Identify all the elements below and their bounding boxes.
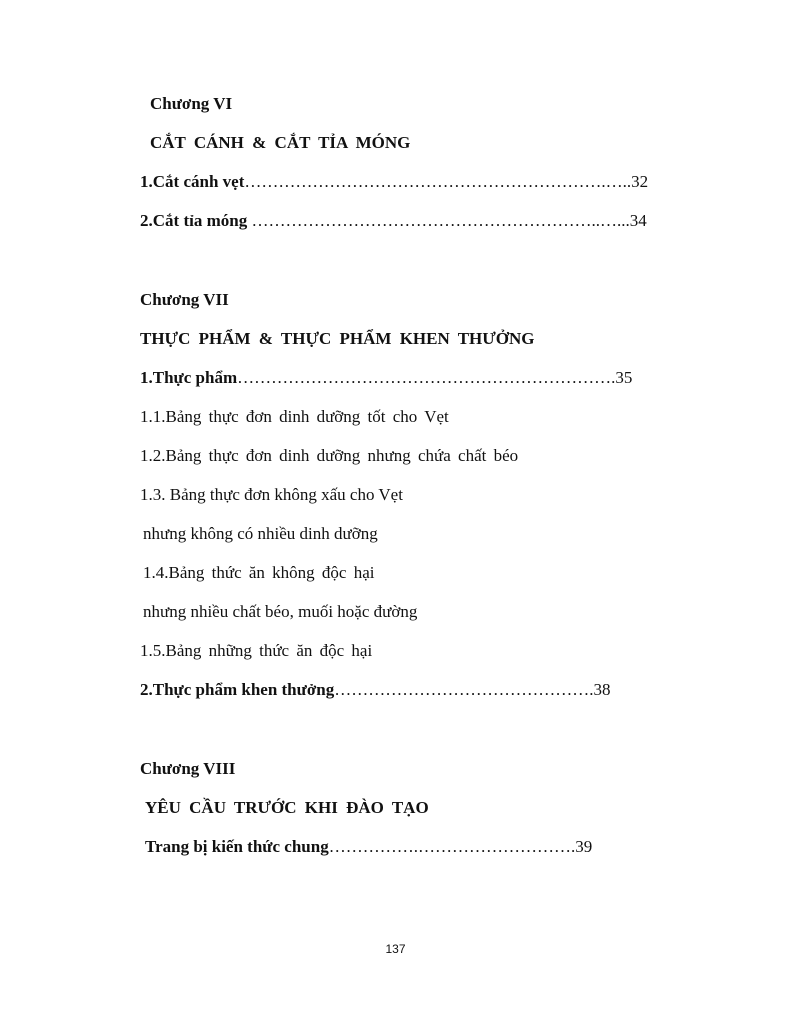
toc-entry-leader: …………….………………………. — [328, 837, 576, 856]
toc-entry-text: 2.Cắt tỉa móng — [140, 211, 252, 230]
toc-subentry: 1.4.Bảng thức ăn không độc hại — [143, 563, 375, 582]
toc-entry-page: 35 — [615, 368, 633, 387]
toc-entry-text: Trang bị kiến thức chung — [145, 837, 329, 856]
toc-entry-text: 2.Thực phẩm khen thưởng — [140, 680, 335, 699]
toc-entry-leader: ……………………………………………………….….. — [244, 172, 632, 191]
toc-entry-page: 39 — [575, 837, 593, 856]
toc-entry — [140, 368, 632, 388]
chapter-6-label: Chương VI — [150, 94, 233, 113]
toc-entry — [140, 680, 610, 700]
toc-subentry: 1.3. Bảng thực đơn không xấu cho Vẹt — [140, 485, 403, 504]
chapter-7-label: Chương VII — [140, 290, 229, 309]
toc-subentry: nhưng không có nhiều dinh dưỡng — [143, 524, 378, 543]
toc-entry-page: 34 — [629, 211, 647, 230]
page-number: 137 — [385, 942, 406, 956]
chapter-8-title: YÊU CẦU TRƯỚC KHI ĐÀO TẠO — [145, 798, 429, 817]
toc-entry — [145, 837, 592, 857]
toc-subentry: 1.5.Bảng những thức ăn độc hại — [140, 641, 373, 660]
toc-entry — [140, 211, 647, 231]
toc-entry — [140, 172, 648, 192]
toc-subentry: nhưng nhiều chất béo, muối hoặc đường — [143, 602, 418, 621]
toc-entry-leader: …………………………………………………………. — [237, 368, 616, 387]
toc-entry-page: 38 — [593, 680, 611, 699]
toc-subentry: 1.2.Bảng thực đơn dinh dưỡng nhưng chứa chất béo — [140, 446, 519, 465]
chapter-8-label: Chương VIII — [140, 759, 236, 778]
chapter-6-title: CẮT CÁNH & CẮT TỈA MÓNG — [150, 133, 411, 152]
toc-entry-leader: ……………………………………………………..…... — [251, 211, 630, 230]
toc-entry-text: 1.Cắt cánh vẹt — [140, 172, 245, 191]
toc-entry-text: 1.Thực phẩm — [140, 368, 238, 387]
chapter-7-title: THỰC PHẨM & THỰC PHẨM KHEN THƯỞNG — [140, 329, 535, 348]
toc-subentry: 1.1.Bảng thực đơn dinh dưỡng tốt cho Vẹt — [140, 407, 449, 426]
toc-entry-leader: ………………………………………. — [334, 680, 594, 699]
toc-entry-page: 32 — [631, 172, 649, 191]
